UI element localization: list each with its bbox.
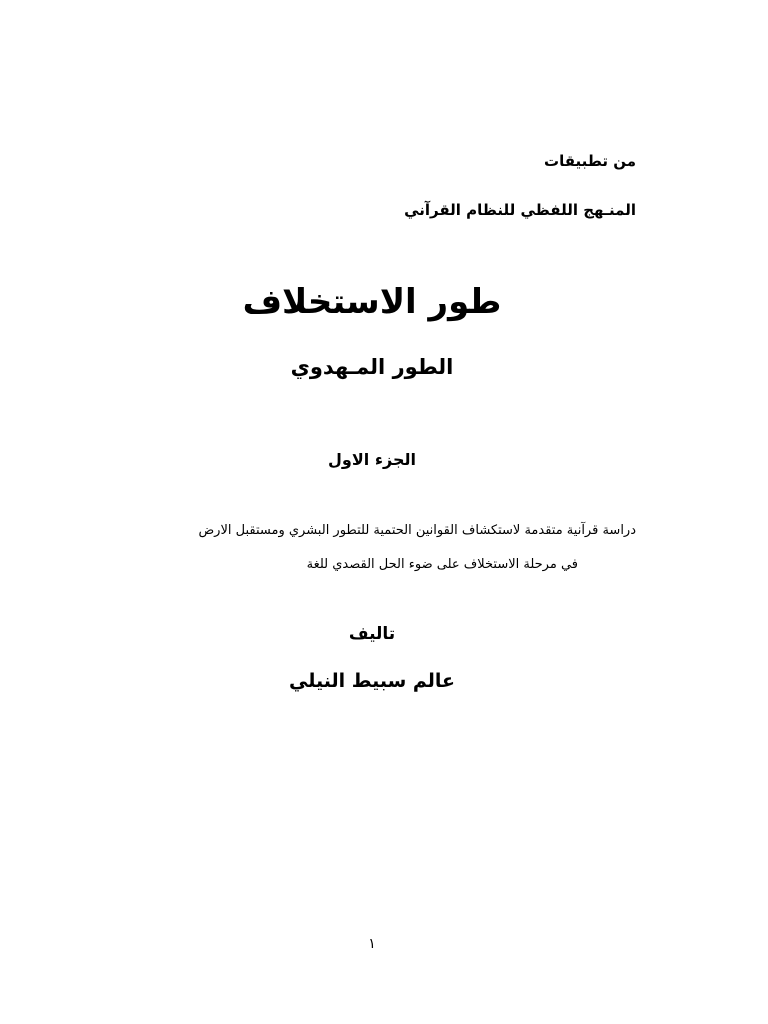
series-label: من تطبيقات xyxy=(544,152,636,170)
description-line-2: في مرحلة الاستخلاف على ضوء الحل القصدي للغة xyxy=(306,557,578,572)
description-line-1: دراسة قرآنية متقدمة لاستكشاف القوانين الحتمية للتطور البشري ومستقبل الارض xyxy=(198,523,636,538)
part-label: الجزء الاول xyxy=(328,450,416,469)
main-title: طور الاستخلاف xyxy=(242,282,502,322)
series-name: المنـهج اللفظي للنظام القرآني xyxy=(404,201,636,219)
page-number: ١ xyxy=(368,936,376,952)
author-name: عالم سبيط النيلي xyxy=(288,670,456,692)
subtitle: الطور المـهدوي xyxy=(290,355,454,379)
author-label: تاليف xyxy=(348,624,396,644)
